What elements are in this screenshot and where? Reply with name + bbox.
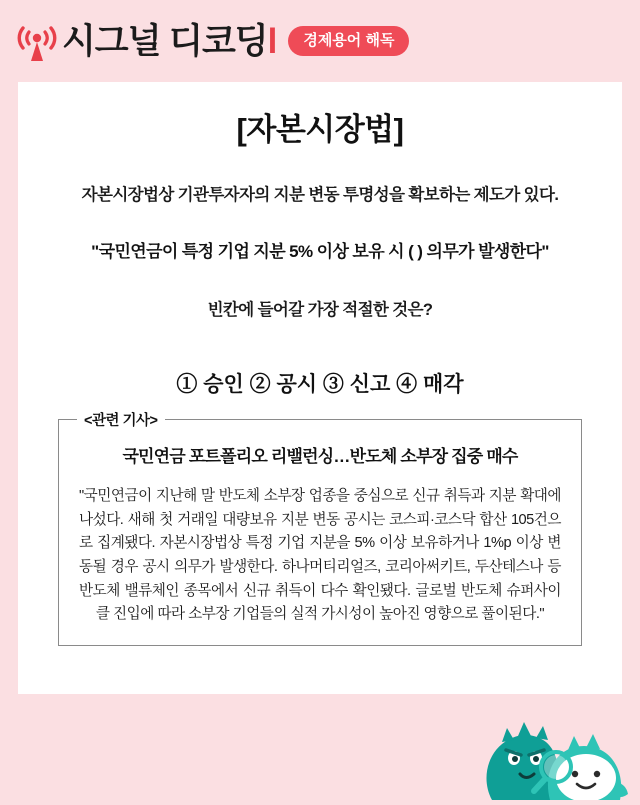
brand-title-bar: l (267, 21, 277, 61)
page-title: [자본시장법] (236, 112, 404, 147)
article-headline: 국민연금 포트폴리오 리밸런싱…반도체 소부장 집중 매수 (122, 447, 518, 466)
related-article-label: <관련 기사> (77, 409, 165, 430)
brand-title-text: 시그널 디코딩 (62, 21, 268, 61)
article-body: "국민연금이 지난해 말 반도체 소부장 업종을 중심으로 신규 취득과 지분 확대에 나섰다. 새해 첫 거래일 대량보유 지분 변동 공시는 코스피·코스닥 합산 105건으로 집계됐다. 자본시장법상 특정 기업 지분을 5% 이상 보유하거나 1%p 이상 변동될 경우 공시 의무가 발생한다. 하나머티리얼즈, 코리아써키트, 두산테스나 등 반도체 밸류체인 종목에서 신규 취득이 다수 확인됐다. 글로벌 반도체 슈퍼사이클 진입에 따라 소부장 기업들의 실적 가시성이 높아진 영향으로 풀이된다." (79, 488, 561, 623)
teal-monster-mascot (450, 670, 640, 800)
answer-options: ① 승인 ② 공시 ③ 신고 ④ 매각 (176, 373, 464, 396)
question-card (18, 82, 622, 694)
brand-title (62, 21, 277, 61)
question-lead: 자본시장법상 기관투자자의 지분 변동 투명성을 확보하는 제도가 있다. (81, 186, 559, 204)
related-article-box (58, 413, 582, 646)
header (0, 0, 640, 82)
question-quote: "국민연금이 특정 기업 지분 5% 이상 보유 시 ( ) 의무가 발생한다" (91, 242, 549, 261)
category-badge: 경제용어 해독 (288, 26, 409, 56)
signal-broadcast-icon (14, 19, 60, 63)
question-ask: 빈칸에 들어갈 가장 적절한 것은? (207, 301, 433, 319)
